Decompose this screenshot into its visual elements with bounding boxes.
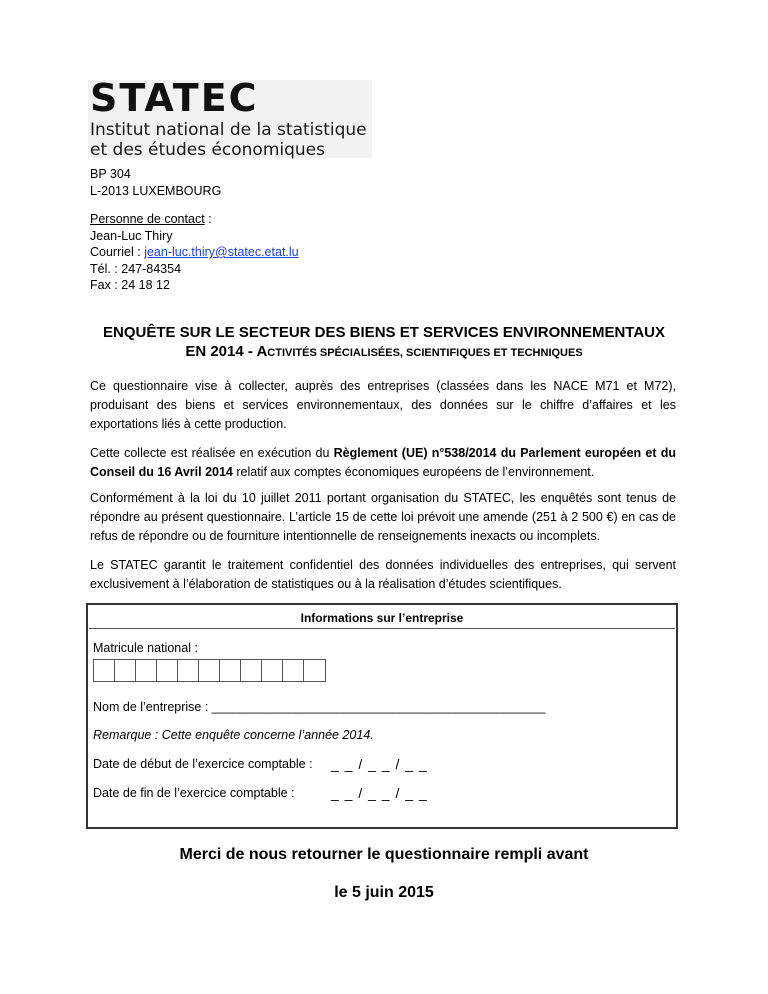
matricule-digit-box[interactable] — [304, 660, 325, 681]
logo-wordmark: STATEC — [90, 76, 259, 120]
survey-title-line1: ENQUÊTE SUR LE SECTEUR DES BIENS ET SERVICES ENVIRONNEMENTAUX — [102, 324, 666, 341]
address-city: L-2013 LUXEMBOURG — [90, 183, 222, 198]
contact-email-link[interactable]: jean-luc.thiry@statec.etat.lu — [144, 245, 299, 259]
survey-title-line2-smallcaps: CTIVITÉS SPÉCIALISÉES, SCIENTIFIQUES ET TECHNIQUES — [267, 347, 583, 359]
fiscal-start-date-input[interactable]: _ _ / _ _ / _ _ — [331, 756, 428, 772]
matricule-digit-box[interactable] — [283, 660, 304, 681]
logo-subtitle-line1: Institut national de la statistique — [90, 120, 367, 140]
regulation-text-after: relatif aux comptes économiques européens de l’environnement. — [232, 465, 595, 479]
logo-subtitle-line2: et des études économiques — [90, 140, 325, 160]
address-po-box: BP 304 — [90, 167, 131, 181]
matricule-label: Matricule national : — [93, 641, 198, 655]
company-name-field[interactable]: Nom de l’entreprise : ________________________________________________ — [93, 700, 546, 714]
company-info-title: Informations sur l’entreprise — [300, 611, 464, 625]
address-block — [90, 166, 221, 199]
contact-fax: Fax : 24 18 12 — [90, 278, 170, 292]
matricule-digit-box[interactable] — [262, 660, 283, 681]
legal-obligation-paragraph: Conformément à la loi du 10 juillet 2011 portant organisation du STATEC, les enquêtés sont tenus de répondre au présent questionnaire. L’article 15 de cette loi prévoit une amende (251 à 2 500 €) en cas de refus de répondre ou de fourniture intentionnelle de renseignements inexacts ou incomplets. — [90, 491, 676, 543]
contact-heading: Personne de contact — [90, 212, 205, 226]
return-request-line1: Merci de nous retourner le questionnaire rempli avant — [179, 846, 589, 863]
matricule-digit-box[interactable] — [115, 660, 136, 681]
matricule-digit-box[interactable] — [199, 660, 220, 681]
contact-heading-suffix: : — [204, 212, 212, 226]
matricule-digit-box[interactable] — [178, 660, 199, 681]
matricule-digit-box[interactable] — [157, 660, 178, 681]
contact-heading-row — [90, 211, 299, 228]
contact-name: Jean-Luc Thiry — [90, 228, 173, 243]
regulation-text-before: Cette collecte est réalisée en exécution du — [90, 446, 334, 460]
statec-logo — [88, 76, 372, 160]
company-info-box — [86, 603, 678, 829]
regulation-reference: Règlement (UE) n°538/2014 du Parlement européen et du Conseil du 16 Avril 2014 — [90, 446, 676, 479]
survey-title-line2-prefix: EN 2014 - A — [185, 343, 268, 360]
survey-year-remark: Remarque : Cette enquête concerne l’année 2014. — [93, 728, 374, 742]
fiscal-end-label: Date de fin de l’exercice comptable : — [93, 786, 295, 800]
fiscal-start-label: Date de début de l’exercice comptable : — [93, 757, 313, 771]
fiscal-end-date-input[interactable]: _ _ / _ _ / _ _ — [331, 785, 428, 801]
contact-email-row — [90, 244, 299, 261]
intro-paragraph: Ce questionnaire vise à collecter, auprès des entreprises (classées dans les NACE M71 et M72), produisant des biens et services environnementaux, des données sur le chiffre d’affaires et les exportations liés à cette production. — [90, 379, 676, 431]
matricule-digit-box[interactable] — [94, 660, 115, 681]
return-deadline: le 5 juin 2015 — [334, 884, 434, 901]
company-info-divider — [89, 628, 675, 629]
matricule-digit-box[interactable] — [220, 660, 241, 681]
survey-title-line2 — [0, 343, 768, 360]
contact-block — [90, 211, 299, 294]
contact-email-label: Courriel : — [90, 245, 145, 259]
matricule-digit-box[interactable] — [136, 660, 157, 681]
contact-phone: Tél. : 247-84354 — [90, 261, 182, 276]
regulation-paragraph — [90, 444, 676, 482]
confidentiality-paragraph: Le STATEC garantit le traitement confidentiel des données individuelles des entreprises, qui servent exclusivement à l’élaboration de statistiques ou à la réalisation d’études scientifiques. — [90, 558, 676, 591]
matricule-input-grid[interactable] — [93, 659, 326, 682]
matricule-digit-box[interactable] — [241, 660, 262, 681]
